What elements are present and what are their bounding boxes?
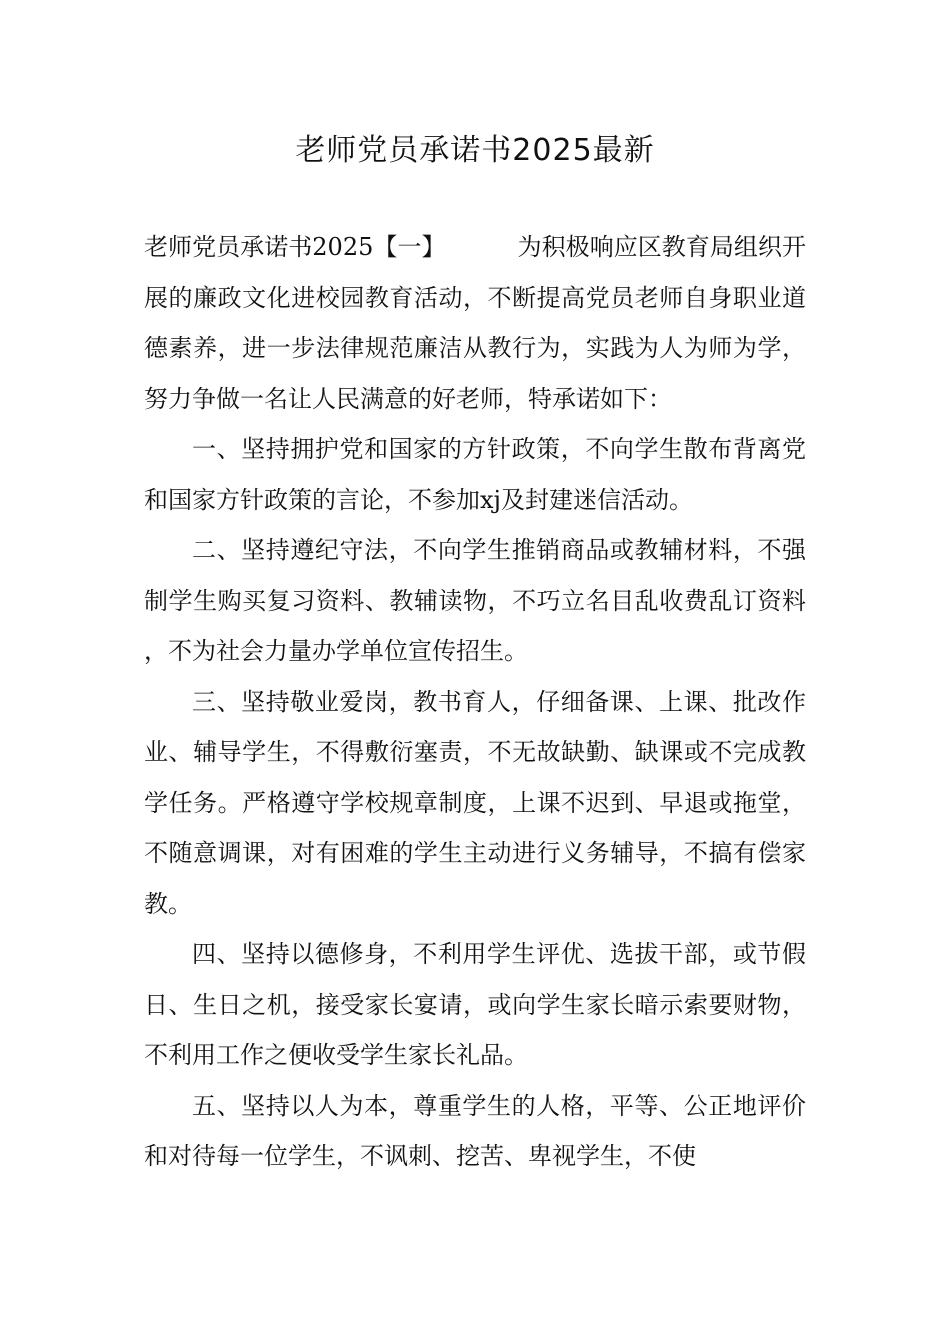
paragraph-1: 一、坚持拥护党和国家的方针政策，不向学生散布背离党和国家方针政策的言论，不参加xj及封建迷信活动。 xyxy=(144,435,806,514)
paragraph-4: 四、坚持以德修身，不利用学生评优、选拔干部，或节假日、生日之机，接受家长宴请，或向学生家长暗示索要财物，不利用工作之便收受学生家长礼品。 xyxy=(144,940,806,1069)
document-title: 老师党员承诺书2025最新 xyxy=(295,133,655,168)
paragraph-3: 三、坚持敬业爱岗，教书育人，仔细备课、上课、批改作业、辅导学生，不得敷衍塞责，不无故缺勤、缺课或不完成教学任务。严格遵守学校规章制度，上课不迟到、早退或拖堂，不随意调课，对有困难的学生主动进行义务辅导，不搞有偿家教。 xyxy=(144,687,806,918)
paragraph-2: 二、坚持遵纪守法，不向学生推销商品或教辅材料，不强制学生购买复习资料、教辅读物，不巧立名目乱收费乱订资料 ，不为社会力量办学单位宣传招生。 xyxy=(144,536,806,665)
intro-text: 为积极响应区教育局组织开展的廉政文化进校园教育活动，不断提高党员老师自身职业道德素养，进一步法律规范廉洁从教行为，实践为人为师为学，努力争做一名让人民满意的好老师，特承诺如下： xyxy=(144,233,807,413)
intro-paragraph xyxy=(144,222,806,424)
paragraph-5: 五、坚持以人为本，尊重学生的人格，平等、公正地评价和对待每一位学生，不讽刺、挖苦、卑视学生，不使 xyxy=(144,1091,806,1170)
intro-label: 老师党员承诺书2025【一】 xyxy=(144,233,446,261)
document-body xyxy=(144,222,806,1182)
